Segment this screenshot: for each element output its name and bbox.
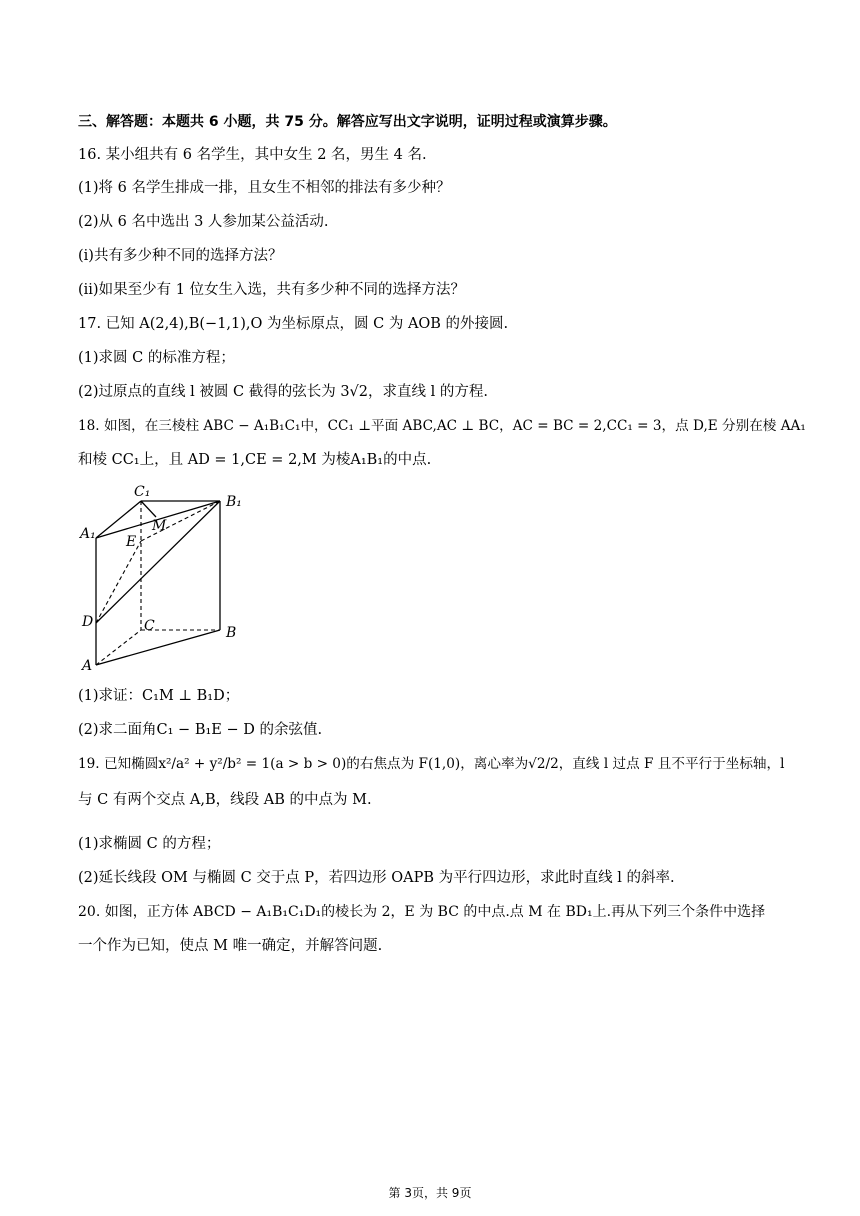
label-e: E — [126, 534, 137, 550]
q18-stem-line1: 18. 如图，在三棱柱 ABC − A₁B₁C₁中，CC₁ ⊥平面 ABC,AC ⊥ BC，AC = BC = 2,CC₁ = 3，点 D,E 分别在棱 AA₁ — [78, 418, 806, 434]
q16-part2-i: (i)共有多少种不同的选择方法？ — [78, 248, 283, 264]
section-heading: 三、解答题：本题共 6 小题，共 75 分。解答应写出文字说明，证明过程或演算步骤。 — [78, 114, 617, 130]
label-d: D — [82, 614, 94, 630]
q16-stem: 16. 某小组共有 6 名学生，其中女生 2 名，男生 4 名. — [78, 147, 427, 163]
page-footer: 第 3页，共 9页 — [388, 1186, 472, 1200]
q16-part2: (2)从 6 名中选出 3 人参加某公益活动. — [78, 214, 329, 230]
label-a: A — [82, 658, 93, 672]
q20-stem-line2: 一个作为已知，使点 M 唯一确定，并解答问题. — [78, 938, 383, 954]
label-b1: B₁ — [226, 494, 242, 510]
q19-part2: (2)延长线段 OM 与椭圆 C 交于点 P，若四边形 OAPB 为平行四边形，求此时直线 l 的斜率. — [78, 870, 675, 886]
q18-stem-line2: 和棱 CC₁上，且 AD = 1,CE = 2,M 为棱A₁B₁的中点. — [78, 452, 432, 468]
label-b: B — [226, 625, 237, 641]
q18-part1: (1)求证：C₁M ⊥ B₁D； — [78, 688, 240, 704]
q16-part1: (1)将 6 名学生排成一排，且女生不相邻的排法有多少种？ — [78, 180, 451, 196]
q17-part1: (1)求圆 C 的标准方程； — [78, 350, 235, 366]
q17-part2: (2)过原点的直线 l 被圆 C 截得的弦长为 3√2，求直线 l 的方程. — [78, 384, 488, 400]
q17-stem: 17. 已知 A(2,4),B(−1,1),O 为坐标原点，圆 C 为 AOB 的外接圆. — [78, 316, 509, 332]
label-c1: C₁ — [134, 484, 151, 500]
label-c: C — [144, 618, 155, 634]
q19-stem-line2: 与 C 有两个交点 A,B，线段 AB 的中点为 M. — [78, 792, 372, 808]
prism-figure — [78, 480, 248, 672]
q18-part2: (2)求二面角C₁ − B₁E − D 的余弦值. — [78, 722, 323, 738]
label-m: M — [152, 518, 167, 534]
q20-stem-line1: 20. 如图，正方体 ABCD − A₁B₁C₁D₁的棱长为 2，E 为 BC 的中点.点 M 在 BD₁上.再从下列三个条件中选择 — [78, 904, 766, 920]
q19-stem-line1: 19. 已知椭圆x²/a² + y²/b² = 1(a > b > 0)的右焦点为 F(1,0)，离心率为√2/2，直线 l 过点 F 且不平行于坐标轴，l — [78, 756, 785, 772]
label-a1: A₁ — [80, 526, 96, 542]
q16-part2-ii: (ii)如果至少有 1 位女生入选，共有多少种不同的选择方法？ — [78, 282, 466, 298]
q19-part1: (1)求椭圆 C 的方程； — [78, 836, 221, 852]
